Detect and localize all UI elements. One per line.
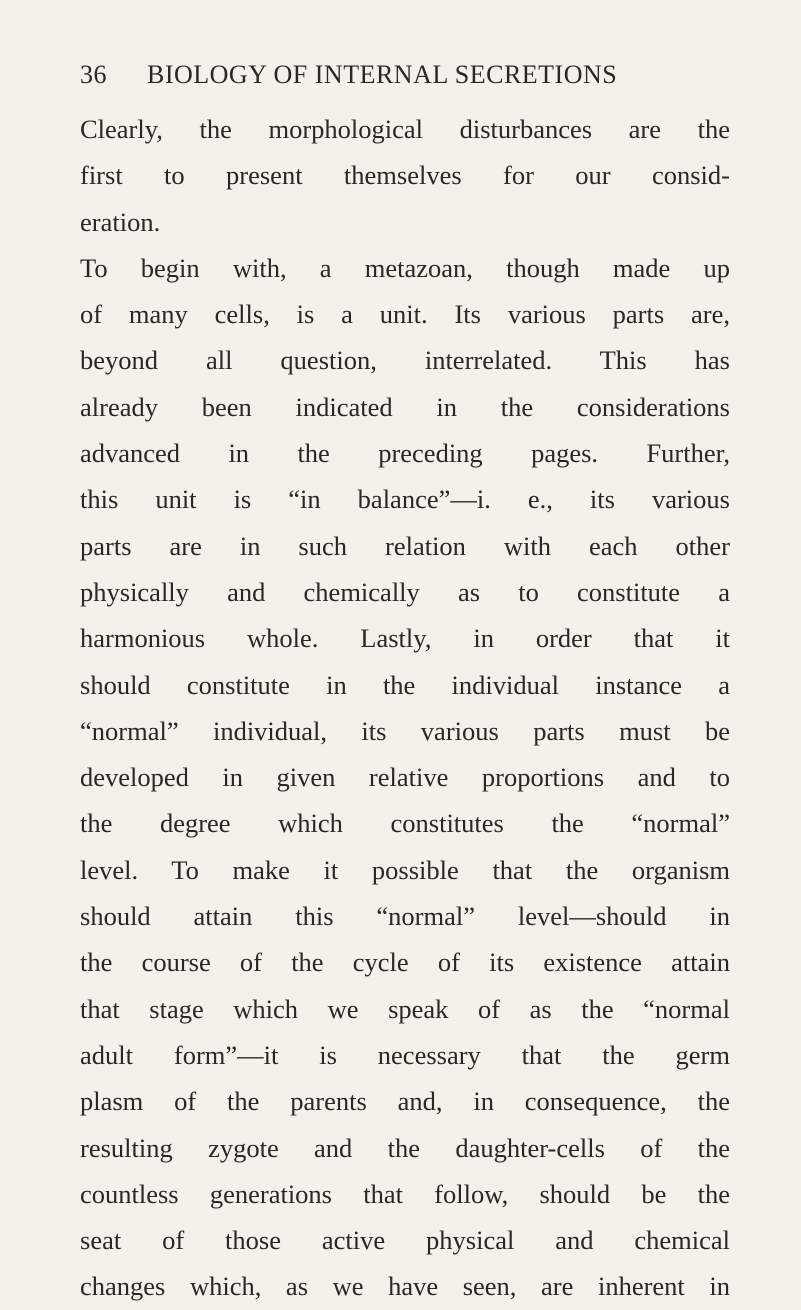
text-line: resulting zygote and the daughter-cells of the bbox=[80, 1132, 730, 1163]
text-line: first to present themselves for our consid- bbox=[80, 160, 730, 191]
text-line: adult form”—it is necessary that the germ bbox=[80, 1039, 730, 1070]
text-line: that stage which we speak of as the “normal bbox=[80, 993, 730, 1024]
text-line: physically and chemically as to constitute a bbox=[80, 576, 730, 607]
text-line: To begin with, a metazoan, though made up bbox=[80, 252, 730, 283]
text-line: Clearly, the morphological disturbances are the bbox=[80, 114, 730, 144]
running-head-title: BIOLOGY OF INTERNAL SECRETIONS bbox=[147, 60, 618, 89]
text-line: should attain this “normal” level—should in bbox=[80, 901, 730, 932]
text-line: should constitute in the individual instance a bbox=[80, 669, 730, 700]
page-number: 36 bbox=[80, 60, 107, 89]
body-text bbox=[80, 106, 730, 1310]
text-line: the course of the cycle of its existence attain bbox=[80, 947, 730, 978]
text-line: beyond all question, interrelated. This has bbox=[80, 345, 730, 376]
text-line: eration. bbox=[80, 206, 161, 237]
text-line: developed in given relative proportions and to bbox=[80, 762, 730, 793]
text-line: the degree which constitutes the “normal” bbox=[80, 808, 730, 839]
text-line: harmonious whole. Lastly, in order that it bbox=[80, 623, 730, 654]
text-line: already been indicated in the considerations bbox=[80, 391, 730, 422]
text-line: advanced in the preceding pages. Further, bbox=[80, 438, 730, 469]
text-line: parts are in such relation with each other bbox=[80, 530, 730, 561]
text-line: plasm of the parents and, in consequence, the bbox=[80, 1086, 730, 1117]
text-line: “normal” individual, its various parts must be bbox=[80, 715, 730, 746]
text-line: countless generations that follow, should be the bbox=[80, 1178, 730, 1209]
text-line: of many cells, is a unit. Its various parts are, bbox=[80, 299, 730, 330]
text-line: level. To make it possible that the organism bbox=[80, 854, 730, 885]
text-line: this unit is “in balance”—i. e., its various bbox=[80, 484, 730, 515]
text-line: seat of those active physical and chemical bbox=[80, 1225, 730, 1256]
running-head bbox=[80, 60, 735, 94]
text-line: changes which, as we have seen, are inherent in bbox=[80, 1271, 730, 1302]
